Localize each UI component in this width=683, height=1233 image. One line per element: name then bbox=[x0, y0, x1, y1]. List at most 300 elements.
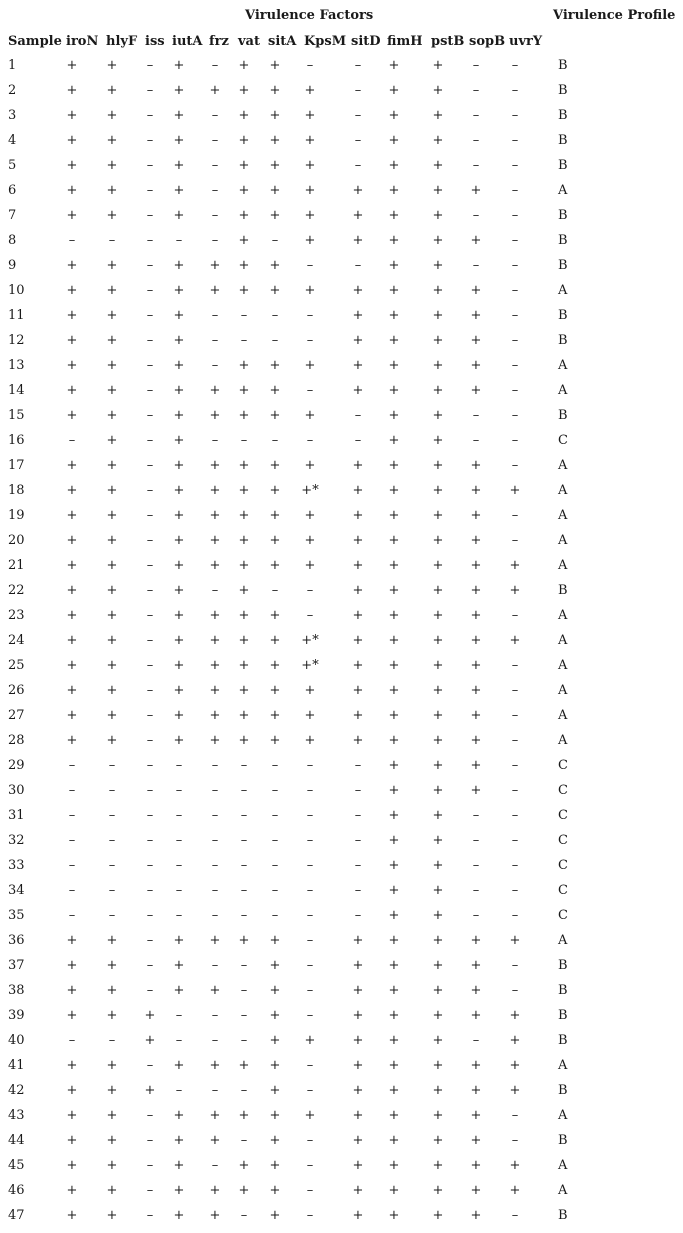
factor-cell: + bbox=[173, 108, 185, 123]
factor-cell: + bbox=[269, 508, 281, 523]
factor-cell: + bbox=[106, 508, 118, 523]
factor-cell: – bbox=[146, 608, 154, 623]
factor-cell: – bbox=[240, 833, 248, 848]
factor-cell: + bbox=[388, 133, 400, 148]
factor-cell: – bbox=[271, 783, 279, 798]
factor-cell: + bbox=[173, 458, 185, 473]
factor-cell: – bbox=[472, 883, 480, 898]
factor-cell: + bbox=[173, 333, 185, 348]
factor-cell: – bbox=[146, 583, 154, 598]
factor-cell: – bbox=[211, 108, 219, 123]
factor-cell: + bbox=[106, 433, 118, 448]
factor-cell: + bbox=[106, 933, 118, 948]
factor-cell: + bbox=[388, 258, 400, 273]
factor-cell: + bbox=[144, 1083, 156, 1098]
factor-cell: + bbox=[238, 483, 250, 498]
profile-cell: A bbox=[558, 383, 568, 398]
factor-cell: + bbox=[304, 408, 316, 423]
profile-cell: B bbox=[558, 1033, 568, 1048]
factor-cell: + bbox=[238, 633, 250, 648]
factor-cell: + bbox=[388, 58, 400, 73]
factor-cell: – bbox=[472, 808, 480, 823]
factor-cell: + bbox=[432, 508, 444, 523]
factor-cell: – bbox=[68, 758, 76, 773]
factor-cell: + bbox=[388, 158, 400, 173]
factor-cell: + bbox=[432, 858, 444, 873]
factor-cell: – bbox=[306, 1158, 314, 1173]
factor-cell: + bbox=[388, 1083, 400, 1098]
factor-cell: + bbox=[269, 408, 281, 423]
table-row bbox=[0, 733, 683, 758]
factor-cell: + bbox=[106, 383, 118, 398]
factor-cell: – bbox=[108, 858, 116, 873]
factor-cell: + bbox=[173, 183, 185, 198]
factor-cell: + bbox=[432, 783, 444, 798]
factor-cell: – bbox=[146, 858, 154, 873]
factor-cell: + bbox=[470, 1058, 482, 1073]
factor-cell: + bbox=[66, 458, 78, 473]
profile-cell: A bbox=[558, 483, 568, 498]
factor-cell: – bbox=[511, 333, 519, 348]
factor-cell: + bbox=[432, 333, 444, 348]
factor-cell: – bbox=[175, 783, 183, 798]
factor-cell: – bbox=[511, 983, 519, 998]
profile-cell: A bbox=[558, 1108, 568, 1123]
factor-cell: – bbox=[108, 908, 116, 923]
factor-cell: – bbox=[146, 783, 154, 798]
sample-id-cell: 36 bbox=[8, 933, 25, 948]
sample-id-cell: 33 bbox=[8, 858, 25, 873]
table-row bbox=[0, 1058, 683, 1083]
factor-cell: – bbox=[211, 908, 219, 923]
sample-id-cell: 27 bbox=[8, 708, 25, 723]
factor-cell: + bbox=[173, 608, 185, 623]
column-header-vat: vat bbox=[238, 34, 260, 49]
factor-cell: + bbox=[304, 233, 316, 248]
factor-cell: + bbox=[388, 633, 400, 648]
factor-cell: + bbox=[66, 708, 78, 723]
sample-id-cell: 14 bbox=[8, 383, 25, 398]
profile-cell: C bbox=[558, 758, 568, 773]
factor-cell: + bbox=[432, 433, 444, 448]
factor-cell: + bbox=[238, 283, 250, 298]
table-row bbox=[0, 833, 683, 858]
factor-cell: – bbox=[306, 883, 314, 898]
factor-cell: – bbox=[146, 1058, 154, 1073]
factor-cell: + bbox=[509, 1158, 521, 1173]
factor-cell: – bbox=[511, 458, 519, 473]
profile-cell: A bbox=[558, 1058, 568, 1073]
factor-cell: + bbox=[352, 583, 364, 598]
factor-cell: – bbox=[472, 208, 480, 223]
factor-cell: + bbox=[432, 733, 444, 748]
factor-cell: – bbox=[306, 783, 314, 798]
factor-cell: – bbox=[354, 258, 362, 273]
factor-cell: + bbox=[173, 583, 185, 598]
factor-cell: – bbox=[146, 408, 154, 423]
table-row bbox=[0, 308, 683, 333]
sample-id-cell: 13 bbox=[8, 358, 25, 373]
factor-cell: + bbox=[66, 1083, 78, 1098]
factor-cell: – bbox=[108, 808, 116, 823]
factor-cell: + bbox=[173, 508, 185, 523]
factor-cell: + bbox=[238, 558, 250, 573]
factor-cell: + bbox=[352, 983, 364, 998]
sample-id-cell: 37 bbox=[8, 958, 25, 973]
profile-cell: A bbox=[558, 658, 568, 673]
factor-cell: + bbox=[173, 483, 185, 498]
factor-cell: + bbox=[352, 233, 364, 248]
sample-id-cell: 6 bbox=[8, 183, 17, 198]
factor-cell: + bbox=[432, 83, 444, 98]
profile-cell: B bbox=[558, 583, 568, 598]
factor-cell: – bbox=[472, 1033, 480, 1048]
factor-cell: – bbox=[211, 158, 219, 173]
factor-cell: – bbox=[271, 808, 279, 823]
factor-cell: + bbox=[66, 558, 78, 573]
factor-cell: – bbox=[211, 1033, 219, 1048]
sample-id-cell: 15 bbox=[8, 408, 25, 423]
factor-cell: – bbox=[511, 708, 519, 723]
factor-cell: + bbox=[470, 458, 482, 473]
factor-cell: + bbox=[388, 1158, 400, 1173]
factor-cell: + bbox=[106, 983, 118, 998]
factor-cell: + bbox=[238, 83, 250, 98]
factor-cell: – bbox=[211, 208, 219, 223]
factor-cell: + bbox=[173, 208, 185, 223]
factor-cell: + bbox=[269, 558, 281, 573]
factor-cell: + bbox=[388, 908, 400, 923]
factor-cell: – bbox=[240, 883, 248, 898]
factor-cell: – bbox=[271, 333, 279, 348]
table-row bbox=[0, 683, 683, 708]
factor-cell: – bbox=[354, 133, 362, 148]
factor-cell: + bbox=[66, 108, 78, 123]
factor-cell: – bbox=[146, 983, 154, 998]
column-header-iss: iss bbox=[145, 34, 165, 49]
table-row bbox=[0, 508, 683, 533]
factor-cell: – bbox=[472, 833, 480, 848]
factor-cell: + bbox=[173, 633, 185, 648]
factor-cell: + bbox=[388, 383, 400, 398]
factor-cell: – bbox=[146, 708, 154, 723]
profile-cell: A bbox=[558, 458, 568, 473]
factor-cell: + bbox=[388, 658, 400, 673]
factor-cell: – bbox=[146, 1108, 154, 1123]
profile-cell: A bbox=[558, 183, 568, 198]
factor-cell: – bbox=[240, 783, 248, 798]
profile-cell: B bbox=[558, 1008, 568, 1023]
factor-cell: – bbox=[146, 333, 154, 348]
factor-cell: + bbox=[388, 958, 400, 973]
factor-cell: + bbox=[352, 183, 364, 198]
factor-cell: + bbox=[269, 133, 281, 148]
factor-cell: – bbox=[146, 483, 154, 498]
factor-cell: + bbox=[269, 1208, 281, 1223]
factor-cell: + bbox=[66, 1108, 78, 1123]
factor-cell: + bbox=[304, 108, 316, 123]
factor-cell: – bbox=[146, 233, 154, 248]
factor-cell: + bbox=[432, 383, 444, 398]
factor-cell: + bbox=[269, 708, 281, 723]
column-header-sopb: sopB bbox=[469, 34, 506, 49]
factor-cell: + bbox=[66, 983, 78, 998]
sample-id-cell: 18 bbox=[8, 483, 25, 498]
factor-cell: + bbox=[106, 58, 118, 73]
factor-cell: + bbox=[173, 258, 185, 273]
factor-cell: – bbox=[211, 883, 219, 898]
table-row bbox=[0, 783, 683, 808]
factor-cell: – bbox=[68, 433, 76, 448]
sample-id-cell: 35 bbox=[8, 908, 25, 923]
factor-cell: + bbox=[352, 1208, 364, 1223]
factor-cell: + bbox=[66, 183, 78, 198]
sample-id-cell: 30 bbox=[8, 783, 25, 798]
factor-cell: – bbox=[146, 508, 154, 523]
factor-cell: – bbox=[146, 458, 154, 473]
factor-cell: + bbox=[352, 1158, 364, 1173]
factor-cell: + bbox=[209, 608, 221, 623]
factor-cell: + bbox=[66, 408, 78, 423]
factor-cell: + bbox=[144, 1033, 156, 1048]
factor-cell: – bbox=[511, 433, 519, 448]
factor-cell: + bbox=[238, 233, 250, 248]
sample-id-cell: 8 bbox=[8, 233, 17, 248]
table-row bbox=[0, 258, 683, 283]
column-header-sample: Sample bbox=[8, 34, 62, 49]
factor-cell: + bbox=[388, 933, 400, 948]
table-row bbox=[0, 183, 683, 208]
profile-cell: C bbox=[558, 858, 568, 873]
factor-cell: – bbox=[306, 608, 314, 623]
factor-cell: – bbox=[472, 83, 480, 98]
factor-cell: – bbox=[211, 1083, 219, 1098]
factor-cell: + bbox=[173, 1158, 185, 1173]
factor-cell: + bbox=[209, 708, 221, 723]
factor-cell: + bbox=[106, 458, 118, 473]
factor-cell: + bbox=[66, 1183, 78, 1198]
factor-cell: + bbox=[209, 1133, 221, 1148]
factor-cell: + bbox=[238, 258, 250, 273]
factor-cell: – bbox=[175, 1033, 183, 1048]
factor-cell: + bbox=[106, 183, 118, 198]
factor-cell: + bbox=[106, 1208, 118, 1223]
sample-id-cell: 1 bbox=[8, 58, 17, 73]
table-row bbox=[0, 383, 683, 408]
factor-cell: + bbox=[106, 608, 118, 623]
factor-cell: + bbox=[106, 208, 118, 223]
factor-cell: + bbox=[432, 208, 444, 223]
factor-cell: + bbox=[269, 208, 281, 223]
factor-cell: – bbox=[240, 333, 248, 348]
factor-cell: + bbox=[269, 1133, 281, 1148]
factor-cell: + bbox=[209, 1108, 221, 1123]
profile-cell: A bbox=[558, 1183, 568, 1198]
factor-cell: + bbox=[173, 1208, 185, 1223]
factor-cell: + bbox=[304, 533, 316, 548]
factor-cell: + bbox=[352, 1058, 364, 1073]
factor-cell: – bbox=[354, 433, 362, 448]
factor-cell: + bbox=[173, 83, 185, 98]
sample-id-cell: 41 bbox=[8, 1058, 25, 1073]
factor-cell: – bbox=[511, 808, 519, 823]
factor-cell: – bbox=[175, 833, 183, 848]
factor-cell: – bbox=[175, 808, 183, 823]
sample-id-cell: 34 bbox=[8, 883, 25, 898]
factor-cell: + bbox=[432, 1033, 444, 1048]
factor-cell: – bbox=[146, 133, 154, 148]
factor-cell: + bbox=[173, 158, 185, 173]
factor-cell: – bbox=[211, 1008, 219, 1023]
factor-cell: + bbox=[106, 258, 118, 273]
sample-id-cell: 32 bbox=[8, 833, 25, 848]
profile-cell: B bbox=[558, 83, 568, 98]
profile-cell: A bbox=[558, 533, 568, 548]
table-row bbox=[0, 58, 683, 83]
factor-cell: + bbox=[432, 908, 444, 923]
profile-cell: A bbox=[558, 708, 568, 723]
factor-cell: + bbox=[304, 683, 316, 698]
factor-cell: + bbox=[352, 308, 364, 323]
factor-cell: – bbox=[146, 158, 154, 173]
factor-cell: + bbox=[269, 283, 281, 298]
table-row bbox=[0, 1208, 683, 1233]
factor-cell: +* bbox=[301, 633, 319, 648]
sample-id-cell: 31 bbox=[8, 808, 25, 823]
factor-cell: + bbox=[388, 508, 400, 523]
profile-cell: A bbox=[558, 683, 568, 698]
factor-cell: – bbox=[511, 208, 519, 223]
factor-cell: – bbox=[146, 58, 154, 73]
column-header-sita: sitA bbox=[268, 34, 297, 49]
factor-cell: + bbox=[470, 683, 482, 698]
factor-cell: + bbox=[509, 633, 521, 648]
factor-cell: + bbox=[173, 533, 185, 548]
table-row bbox=[0, 108, 683, 133]
profile-cell: A bbox=[558, 1158, 568, 1173]
factor-cell: + bbox=[209, 83, 221, 98]
profile-cell: B bbox=[558, 1208, 568, 1223]
factor-cell: + bbox=[432, 658, 444, 673]
factor-cell: + bbox=[304, 458, 316, 473]
factor-cell: – bbox=[354, 408, 362, 423]
factor-cell: + bbox=[304, 733, 316, 748]
factor-cell: – bbox=[146, 808, 154, 823]
factor-cell: – bbox=[211, 858, 219, 873]
factor-cell: + bbox=[470, 733, 482, 748]
factor-cell: + bbox=[352, 383, 364, 398]
factor-cell: – bbox=[108, 833, 116, 848]
profile-cell: B bbox=[558, 108, 568, 123]
factor-cell: – bbox=[211, 233, 219, 248]
factor-cell: + bbox=[470, 658, 482, 673]
column-header-frz: frz bbox=[209, 34, 229, 49]
factor-cell: + bbox=[388, 808, 400, 823]
factor-cell: + bbox=[238, 1058, 250, 1073]
table-row bbox=[0, 158, 683, 183]
factor-cell: + bbox=[470, 983, 482, 998]
factor-cell: – bbox=[146, 833, 154, 848]
factor-cell: – bbox=[511, 308, 519, 323]
profile-cell: A bbox=[558, 358, 568, 373]
column-header-uvry: uvrY bbox=[509, 34, 543, 49]
factor-cell: – bbox=[354, 858, 362, 873]
factor-cell: + bbox=[209, 383, 221, 398]
factor-cell: + bbox=[238, 508, 250, 523]
factor-cell: + bbox=[66, 133, 78, 148]
factor-cell: + bbox=[238, 533, 250, 548]
factor-cell: – bbox=[240, 1208, 248, 1223]
factor-cell: + bbox=[432, 583, 444, 598]
table-row bbox=[0, 483, 683, 508]
profile-cell: B bbox=[558, 958, 568, 973]
column-header-sitd: sitD bbox=[351, 34, 381, 49]
sample-id-cell: 11 bbox=[8, 308, 25, 323]
factor-cell: + bbox=[352, 458, 364, 473]
factor-cell: – bbox=[240, 958, 248, 973]
factor-cell: + bbox=[269, 458, 281, 473]
factor-cell: – bbox=[240, 908, 248, 923]
factor-cell: – bbox=[146, 683, 154, 698]
factor-cell: – bbox=[271, 858, 279, 873]
factor-cell: + bbox=[470, 308, 482, 323]
factor-cell: – bbox=[146, 433, 154, 448]
factor-cell: + bbox=[470, 383, 482, 398]
factor-cell: – bbox=[108, 758, 116, 773]
factor-cell: + bbox=[509, 558, 521, 573]
factor-cell: + bbox=[173, 433, 185, 448]
factor-cell: + bbox=[209, 1183, 221, 1198]
factor-cell: + bbox=[269, 533, 281, 548]
factor-cell: + bbox=[238, 408, 250, 423]
factor-cell: + bbox=[432, 408, 444, 423]
factor-cell: + bbox=[432, 983, 444, 998]
factor-cell: + bbox=[106, 133, 118, 148]
factor-cell: + bbox=[238, 458, 250, 473]
factor-cell: – bbox=[306, 833, 314, 848]
factor-cell: + bbox=[304, 1033, 316, 1048]
factor-cell: – bbox=[146, 183, 154, 198]
factor-cell: + bbox=[269, 383, 281, 398]
factor-cell: – bbox=[68, 808, 76, 823]
factor-cell: + bbox=[144, 1008, 156, 1023]
profile-cell: A bbox=[558, 608, 568, 623]
table-row bbox=[0, 1083, 683, 1108]
factor-cell: + bbox=[66, 508, 78, 523]
factor-cell: – bbox=[68, 833, 76, 848]
factor-cell: + bbox=[66, 1158, 78, 1173]
factor-cell: + bbox=[352, 1033, 364, 1048]
factor-cell: + bbox=[352, 633, 364, 648]
factor-cell: + bbox=[269, 1033, 281, 1048]
table-row bbox=[0, 633, 683, 658]
sample-id-cell: 7 bbox=[8, 208, 17, 223]
factor-cell: – bbox=[354, 58, 362, 73]
factor-cell: – bbox=[175, 908, 183, 923]
factor-cell: + bbox=[238, 1183, 250, 1198]
factor-cell: + bbox=[352, 658, 364, 673]
column-header-hlyf: hlyF bbox=[106, 34, 138, 49]
factor-cell: + bbox=[388, 858, 400, 873]
sample-id-cell: 26 bbox=[8, 683, 25, 698]
factor-cell: + bbox=[209, 558, 221, 573]
factor-cell: – bbox=[146, 933, 154, 948]
sample-id-cell: 22 bbox=[8, 583, 25, 598]
factor-cell: + bbox=[352, 358, 364, 373]
profile-cell: C bbox=[558, 833, 568, 848]
factor-cell: + bbox=[238, 358, 250, 373]
factor-cell: + bbox=[509, 583, 521, 598]
